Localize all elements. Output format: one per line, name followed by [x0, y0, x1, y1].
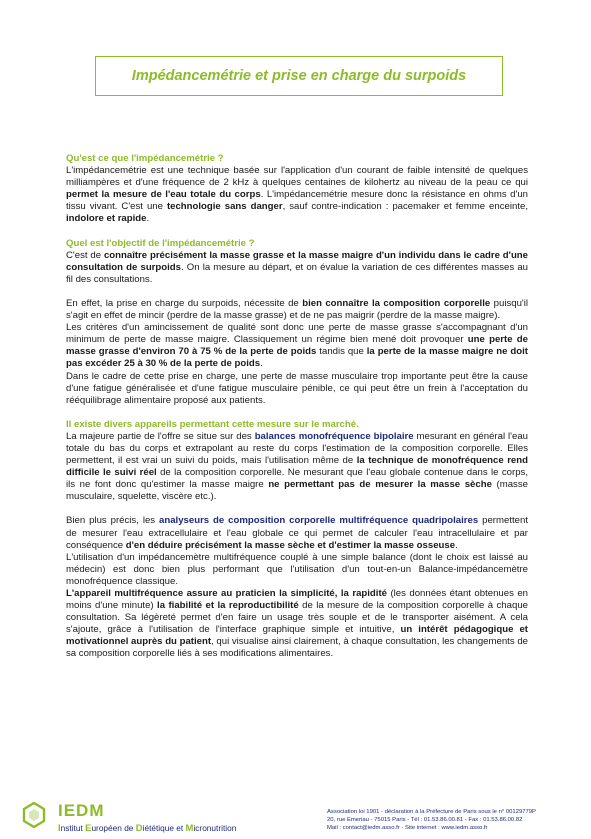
paragraph-objective-1: C'est de connaître précisément la masse grasse et la masse maigre d'un individu dans le cadre d'une consultation de surpoids. On la mesure au départ, et on évalue la variation de ces différentes masses au fil des consultations.	[66, 249, 529, 285]
paragraph-objective-4: Dans le cadre de cette prise en charge, une perte de masse musculaire trop importante peut être la cause d'une fatigue généralisée et d'une fatigue musculaire pénible, ce qui peut être un frein à l'acceptation du rééquilibrage alimentaire proposé aux patients.	[66, 370, 528, 406]
paragraph-devices-2: Bien plus précis, les analyseurs de composition corporelle multifréquence quadripolaires permettent de mesurer l'eau extracellulaire et l'eau globale ce qui permet de calculer l'eau intracellulaire et par conséquence d'en déduire précisément la masse sèche et d'estimer la masse osseuse.	[66, 515, 528, 551]
footer-contact	[327, 809, 536, 832]
paragraph-devices-4: L'appareil multifréquence assure au praticien la simplicité, la rapidité (les données étant obtenues en moins d'une minute) la fiabilité et la reproductibilité de la mesure de la composition corporelle à chaque consultation. Sa légèreté permet d'en faire un usage très souple et de le transporter aisément. A cela s'ajoute, grâce à l'utilisation de l'interface graphique simple et intuitive, un intérêt pédagogique et motivationnel auprès du patient, qui visualise ainsi clairement, à chaque consultation, les changements de sa composition corporelle liés à ses modifications alimentaires.	[66, 588, 529, 660]
section-heading-definition: Qu'est ce que l'impédancemétrie ?	[66, 153, 224, 164]
paragraph-objective-3: Les critères d'un amincissement de qualité sont donc une perte de masse grasse s'accompagnant d'un minimum de perte de masse maigre. Classiquement un régime bien mené doit provoquer une perte de masse grasse d'environ 70 à 75 % de la perte de poids tandis que la perte de la masse maigre ne doit pas excéder 25 à 30 % de la perte de poids.	[66, 322, 528, 370]
footer	[0, 796, 591, 839]
page-title: Impédancemétrie et prise en charge du surpoids	[131, 68, 467, 84]
article-body	[66, 153, 528, 661]
title-box	[95, 56, 503, 96]
iedm-logo-icon	[22, 802, 46, 828]
section-heading-devices: Il existe divers appareils permettant cette mesure sur le marché.	[66, 418, 359, 430]
footer-address: 20, rue Emeriau - 75015 Paris - Tél : 01.53.86.00.81 - Fax : 01.53.86.00.82	[327, 816, 523, 823]
paragraph-definition: L'impédancemétrie est une technique basée sur l'application d'un courant de faible intensité de quelques milliampères et d'une fréquence de 2 kHz à quelques centaines de kilohertz au niveau de la peau ce qui permet la mesure de l'eau totale du corps. L'impédancemétrie mesure donc la résistance en ohms d'un tissu vivant. C'est une technologie sans danger, sauf contre-indication : pacemaker et femme enceinte, indolore et rapide.	[66, 165, 529, 225]
footer-registration: Association loi 1901 - déclaration à la Préfecture de Paris sous le n° 00129779P	[327, 809, 536, 815]
logo-text: IEDM	[58, 801, 105, 820]
footer-mail: Mail : contact@iedm.asso.fr - Site internet : www.iedm.asso.fr	[327, 824, 488, 831]
paragraph-devices-1: La majeure partie de l'offre se situe sur des balances monofréquence bipolaire mesurant en général l'eau totale du bas du corps et extrapolant au reste du corps l'estimation de la composition corporelle. Elles permettent, il est vrai un suivi du poids, mais l'utilisation même de la technique de monofréquence rend difficile le suivi réel de la composition corporelle. Ne mesurant que l'eau globale contenue dans le corps, ils ne font donc qu'estimer la masse maigre ne permettant pas de mesurer la masse sèche (masse musculaire, squelette, viscère etc.).	[66, 430, 529, 503]
section-heading-objective: Quel est l'objectif de l'impédancemétrie ?	[66, 237, 255, 249]
organization-name: Institut Européen de Diététique et Micronutrition	[58, 823, 237, 834]
paragraph-objective-2: En effet, la prise en charge du surpoids, nécessite de bien connaître la composition corporelle puisqu'il s'agit en effet de mincir (perdre de la masse grasse) et de ne pas maigrir (perdre de la masse maigre).	[66, 297, 529, 322]
paragraph-devices-3: L'utilisation d'un impédancemètre multifréquence couplé à une simple balance (dont le choix est laissé au médecin) est donc bien plus performant que l'utilisation d'un tout-en-un Balance-impédancemètre monofréquence classique.	[66, 551, 528, 587]
